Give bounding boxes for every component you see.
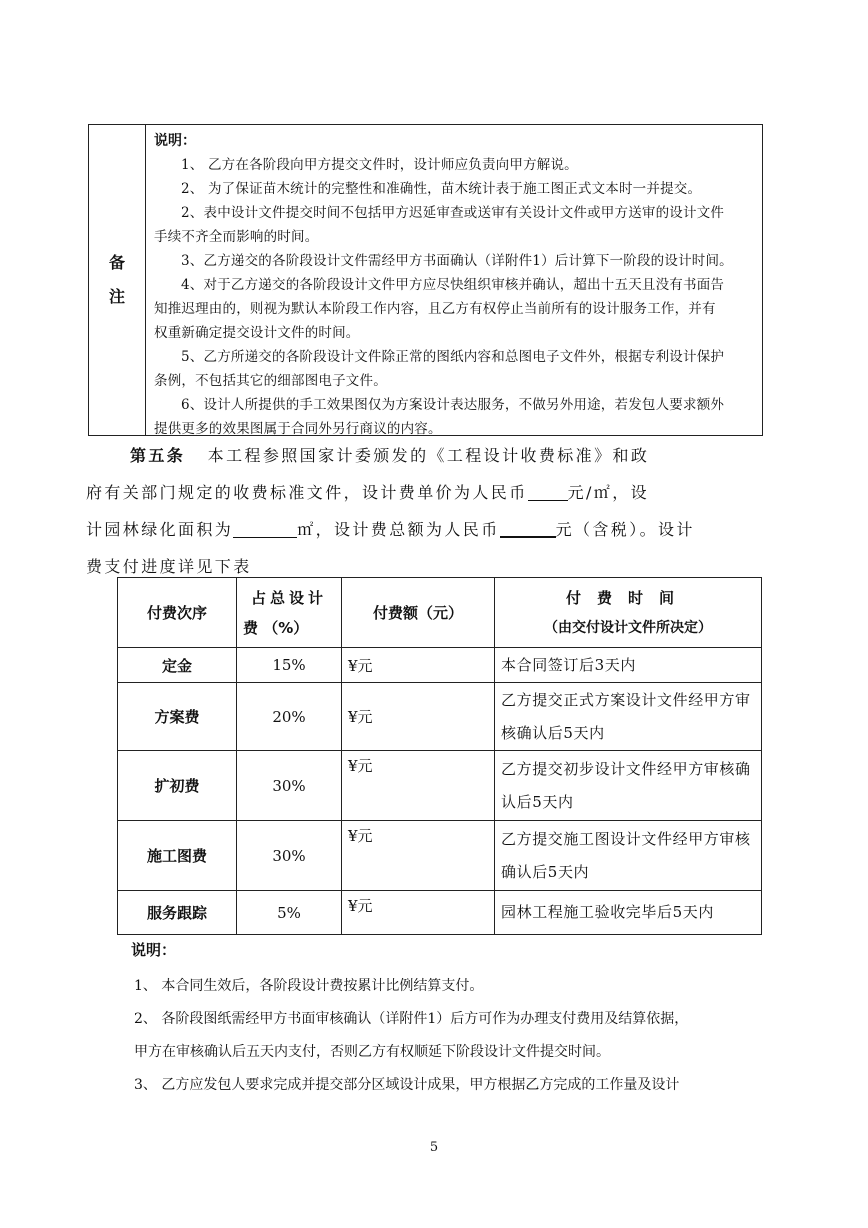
header-percent-line-1: 占总设计: [250, 588, 327, 607]
article-5-text: 本工程参照国家计委颁发的《工程设计收费标准》和政: [207, 446, 650, 465]
header-time: [495, 578, 762, 648]
remark-line: 提供更多的效果图属于合同外另行商议的内容。: [154, 421, 442, 437]
time-cell: 乙方提交正式方案设计文件经甲方审核确认后5天内: [495, 683, 762, 751]
article-5-line-2: [86, 474, 760, 511]
time-cell: 园林工程施工验收完毕后5天内: [495, 891, 762, 935]
time-cell: 乙方提交施工图设计文件经甲方审核确认后5天内: [495, 821, 762, 891]
table-header-row: [118, 578, 762, 648]
remark-line: 3、乙方递交的各阶段设计文件需经甲方书面确认（详附件1）后计算下一阶段的设计时间。: [181, 253, 733, 269]
article-5: [86, 437, 760, 585]
payment-notes: [131, 938, 771, 1102]
page-number: 5: [429, 1140, 439, 1155]
remark-line: 手续不齐全而影响的时间。: [154, 229, 319, 245]
unit-price-blank: [528, 482, 568, 501]
amount-cell: ¥元: [342, 683, 495, 751]
article-5-text: ㎡，设计费总额为人民币: [297, 520, 500, 539]
remark-line: 权重新确定提交设计文件的时间。: [154, 325, 360, 341]
header-percent: [237, 578, 342, 648]
header-percent-line-2: 费 （%）: [243, 618, 309, 637]
note-line: 甲方在审核确认后五天内支付，否则乙方有权顺延下阶段设计文件提交时间。: [134, 1044, 610, 1060]
remark-line: 知推迟理由的，则视为默认本阶段工作内容，且乙方有权停止当前所有的设计服务工作，并有: [154, 301, 716, 317]
note-line: 2、 各阶段图纸需经甲方书面审核确认（详附件1）后方可作为办理支付费用及结算依据，: [134, 1011, 689, 1027]
article-5-text: 元（含税）。设计: [555, 520, 695, 539]
time-cell: 乙方提交初步设计文件经甲方审核确认后5天内: [495, 751, 762, 821]
percent-cell: 15%: [237, 648, 342, 683]
article-5-text: 元/㎡，设: [567, 483, 650, 502]
header-order: 付费次序: [118, 578, 237, 648]
remarks-table: [88, 124, 763, 436]
table-row: [118, 648, 762, 683]
total-fee-blank: [500, 518, 556, 538]
stage-cell: 扩初费: [118, 751, 237, 821]
amount-cell: ¥元: [342, 648, 495, 683]
article-5-line-4: 费支付进度详见下表: [86, 557, 252, 576]
remarks-label-char-1: 备: [108, 253, 125, 272]
table-row: [118, 751, 762, 821]
stage-cell: 方案费: [118, 683, 237, 751]
note-line: 3、 乙方应发包人要求完成并提交部分区域设计成果，甲方根据乙方完成的工作量及设计: [134, 1077, 680, 1093]
remarks-body: [146, 125, 762, 435]
remarks-label-char-2: 注: [108, 287, 125, 306]
remark-line: 1、 乙方在各阶段向甲方提交文件时，设计师应负责向甲方解说。: [181, 157, 578, 173]
header-amount: 付费额（元）: [342, 578, 495, 648]
remark-line: 5、乙方所递交的各阶段设计文件除正常的图纸内容和总图电子文件外，根据专利设计保护: [181, 349, 725, 365]
remark-line: 4、对于乙方递交的各阶段设计文件甲方应尽快组织审核并确认，超出十五天且没有书面告: [181, 277, 725, 293]
payment-schedule-table: [117, 577, 762, 935]
remark-line: 2、 为了保证苗木统计的完整性和准确性，苗木统计表于施工图正式文本时一并提交。: [181, 181, 702, 197]
remarks-title: 说明：: [154, 133, 196, 149]
table-row: [118, 821, 762, 891]
article-5-line-1: [130, 437, 760, 474]
amount-cell: ¥元: [342, 821, 495, 891]
table-row: [118, 683, 762, 751]
area-blank: [233, 519, 297, 538]
header-time-sub: （由交付设计文件所决定）: [544, 619, 712, 636]
article-5-text: 计园林绿化面积为: [86, 520, 234, 539]
percent-cell: 30%: [237, 821, 342, 891]
stage-cell: 定金: [118, 648, 237, 683]
stage-cell: 服务跟踪: [118, 891, 237, 935]
remarks-label: [89, 125, 146, 435]
percent-cell: 30%: [237, 751, 342, 821]
note-line: 1、 本合同生效后，各阶段设计费按累计比例结算支付。: [134, 978, 484, 994]
article-5-heading: 第五条: [130, 446, 186, 465]
notes-title: 说明：: [131, 941, 177, 959]
remark-line: 2、表中设计文件提交时间不包括甲方迟延审查或送审有关设计文件或甲方送审的设计文件: [181, 205, 725, 221]
time-cell: 本合同签订后3天内: [495, 648, 762, 683]
remark-line: 条例，不包括其它的细部图电子文件。: [154, 373, 387, 389]
article-5-line-3: [86, 511, 760, 548]
stage-cell: 施工图费: [118, 821, 237, 891]
article-5-text: 府有关部门规定的收费标准文件，设计费单价为人民币: [86, 483, 528, 502]
percent-cell: 5%: [237, 891, 342, 935]
header-time-main: 付费时间: [565, 588, 690, 607]
amount-cell: ¥元: [342, 891, 495, 935]
remark-line: 6、设计人所提供的手工效果图仅为方案设计表达服务，不做另外用途，若发包人要求额外: [181, 397, 725, 413]
table-row: [118, 891, 762, 935]
amount-cell: ¥元: [342, 751, 495, 821]
percent-cell: 20%: [237, 683, 342, 751]
